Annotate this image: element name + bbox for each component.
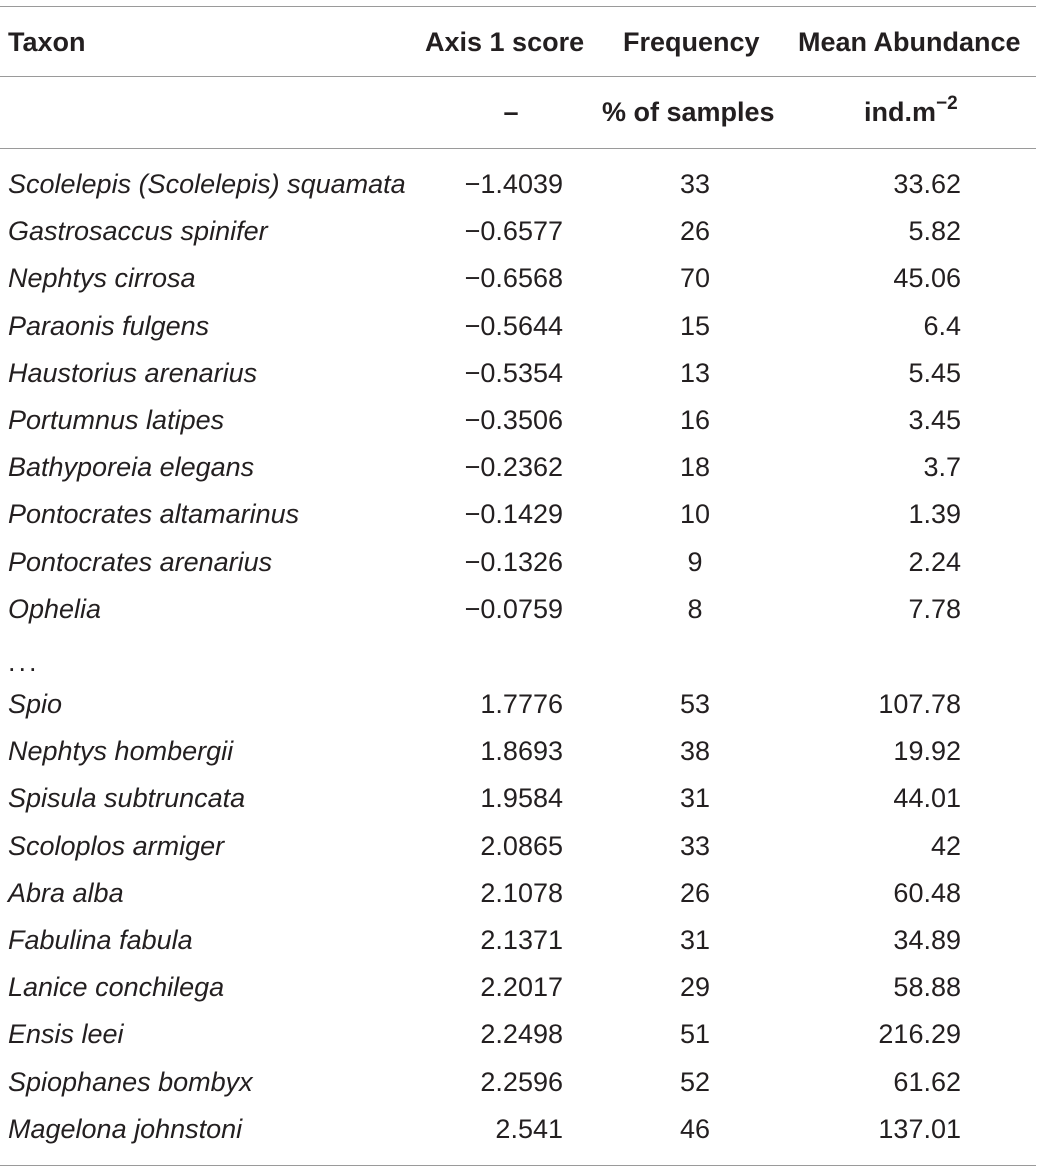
taxon-cell: Lanice conchilega (8, 972, 225, 1002)
frequency-cell: 13 (679, 358, 711, 388)
taxon-cell: Spio (8, 689, 63, 719)
axis-score-cell: −0.5354 (464, 358, 563, 388)
mean-abundance-cell: 34.89 (893, 925, 961, 955)
frequency-cell: 33 (679, 169, 711, 199)
taxon-cell: Ensis leei (8, 1019, 124, 1049)
taxon-cell: Abra alba (8, 878, 124, 908)
taxon-cell: Nephtys cirrosa (8, 263, 196, 293)
frequency-cell: 18 (679, 452, 711, 482)
header-frequency: Frequency (623, 27, 760, 57)
axis-score-cell: −0.5644 (464, 311, 563, 341)
header-rule (0, 76, 1036, 77)
axis-score-cell: 1.8693 (480, 736, 563, 766)
frequency-cell: 16 (679, 405, 711, 435)
mean-abundance-cell: 7.78 (908, 594, 961, 624)
mean-abundance-cell: 137.01 (878, 1114, 961, 1144)
frequency-cell: 8 (687, 594, 703, 624)
frequency-cell: 26 (679, 216, 711, 246)
frequency-cell: 52 (679, 1067, 711, 1097)
taxon-cell: Pontocrates altamarinus (8, 499, 300, 529)
mean-abundance-cell: 19.92 (893, 736, 961, 766)
frequency-cell: 51 (679, 1019, 711, 1049)
mean-abundance-cell: 44.01 (893, 783, 961, 813)
taxon-cell: Spisula subtruncata (8, 783, 246, 813)
frequency-cell: 31 (679, 783, 711, 813)
mean-abundance-cell: 1.39 (908, 499, 961, 529)
taxon-cell: Gastrosaccus spinifer (8, 216, 268, 246)
table-bottom-rule (0, 1165, 1036, 1166)
taxon-cell: Scoloplos armiger (8, 831, 225, 861)
axis-score-cell: 2.2498 (480, 1019, 563, 1049)
mean-abundance-cell: 6.4 (923, 311, 961, 341)
taxon-cell: Paraonis fulgens (8, 311, 210, 341)
header-taxon: Taxon (8, 27, 86, 57)
taxon-cell: Magelona johnstoni (8, 1114, 243, 1144)
frequency-cell: 53 (679, 689, 711, 719)
axis-score-cell: 2.1078 (480, 878, 563, 908)
mean-abundance-cell: 33.62 (893, 169, 961, 199)
unit-rule (0, 148, 1036, 149)
unit-mean-base: ind.m (864, 97, 936, 127)
axis-score-cell: −0.1326 (464, 547, 563, 577)
axis-score-cell: −1.4039 (464, 169, 563, 199)
mean-abundance-cell: 42 (930, 831, 961, 861)
mean-abundance-cell: 2.24 (908, 547, 961, 577)
unit-frequency: % of samples (602, 97, 775, 127)
header-mean-abundance: Mean Abundance (798, 27, 1021, 57)
mean-abundance-cell: 216.29 (878, 1019, 961, 1049)
table-top-rule (0, 6, 1036, 7)
frequency-cell: 9 (687, 547, 703, 577)
frequency-cell: 38 (679, 736, 711, 766)
axis-score-cell: 2.2017 (480, 972, 563, 1002)
frequency-cell: 29 (679, 972, 711, 1002)
ellipsis-row: ... (8, 647, 40, 677)
axis-score-cell: −0.6577 (464, 216, 563, 246)
taxon-cell: Portumnus latipes (8, 405, 225, 435)
taxon-cell: Pontocrates arenarius (8, 547, 273, 577)
mean-abundance-cell: 45.06 (893, 263, 961, 293)
mean-abundance-cell: 107.78 (878, 689, 961, 719)
taxon-cell: Bathyporeia elegans (8, 452, 255, 482)
mean-abundance-cell: 58.88 (893, 972, 961, 1002)
mean-abundance-cell: 3.45 (908, 405, 961, 435)
frequency-cell: 46 (679, 1114, 711, 1144)
frequency-cell: 15 (679, 311, 711, 341)
axis-score-cell: 1.7776 (480, 689, 563, 719)
axis-score-cell: −0.0759 (464, 594, 563, 624)
taxon-cell: Nephtys hombergii (8, 736, 234, 766)
unit-mean-abundance (864, 93, 958, 128)
frequency-cell: 33 (679, 831, 711, 861)
taxon-cell: Haustorius arenarius (8, 358, 258, 388)
mean-abundance-cell: 5.45 (908, 358, 961, 388)
taxon-cell: Spiophanes bombyx (8, 1067, 253, 1097)
frequency-cell: 26 (679, 878, 711, 908)
axis-score-cell: 2.1371 (480, 925, 563, 955)
mean-abundance-cell: 60.48 (893, 878, 961, 908)
mean-abundance-cell: 61.62 (893, 1067, 961, 1097)
axis-score-cell: 2.0865 (480, 831, 563, 861)
axis-score-cell: −0.6568 (464, 263, 563, 293)
axis-score-cell: −0.1429 (464, 499, 563, 529)
axis-score-cell: 1.9584 (480, 783, 563, 813)
taxon-cell: Ophelia (8, 594, 102, 624)
frequency-cell: 10 (679, 499, 711, 529)
frequency-cell: 31 (679, 925, 711, 955)
axis-score-cell: −0.2362 (464, 452, 563, 482)
header-axis-score: Axis 1 score (425, 27, 585, 57)
taxon-cell: Fabulina fabula (8, 925, 193, 955)
axis-score-cell: −0.3506 (464, 405, 563, 435)
unit-axis-score: – (503, 97, 519, 127)
frequency-cell: 70 (679, 263, 711, 293)
mean-abundance-cell: 5.82 (908, 216, 961, 246)
axis-score-cell: 2.541 (495, 1114, 563, 1144)
unit-mean-exponent: −2 (936, 93, 958, 114)
axis-score-cell: 2.2596 (480, 1067, 563, 1097)
mean-abundance-cell: 3.7 (923, 452, 961, 482)
taxon-cell: Scolelepis (Scolelepis) squamata (8, 169, 406, 199)
